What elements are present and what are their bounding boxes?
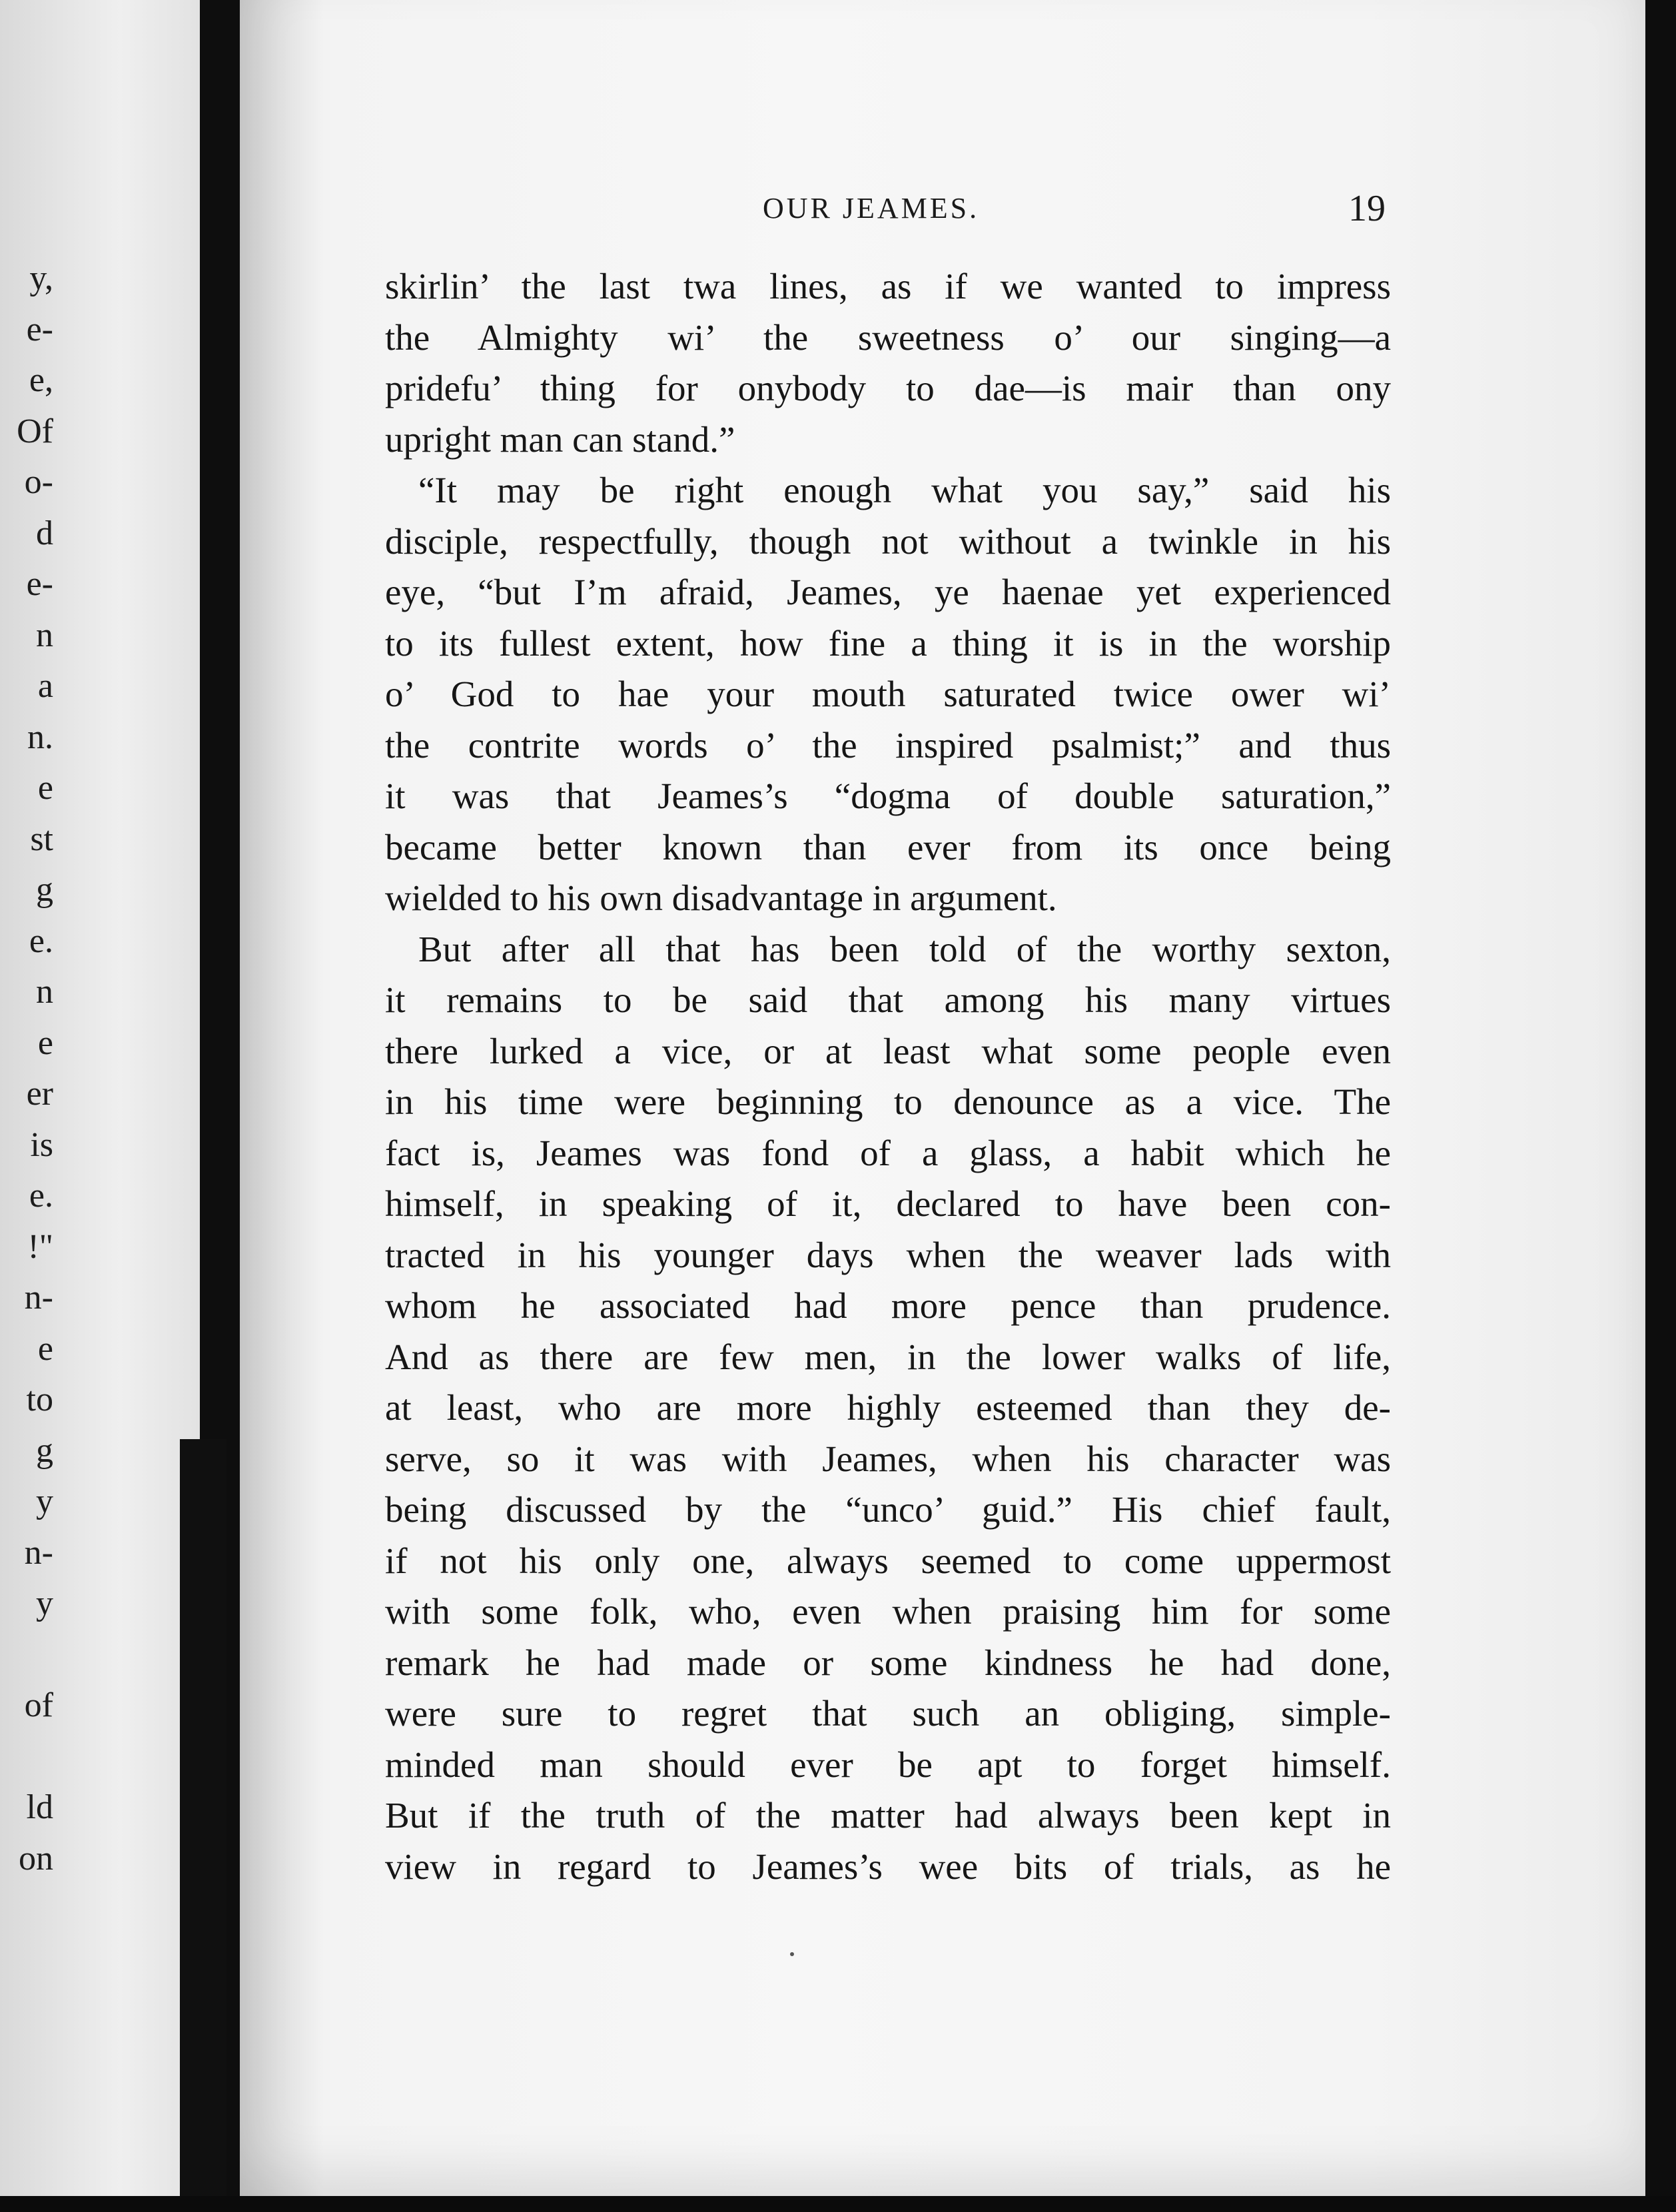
text-line: being discussed by the “unco’ guid.” His chief fault, [385,1489,1391,1530]
fragment-line: g [36,871,53,909]
text-line: remark he had made or some kindness he had done, [385,1642,1391,1683]
previous-page-edge [0,0,200,2212]
bottom-scan-border [0,2196,1676,2212]
fragment-line: a [37,667,53,705]
text-line: serve, so it was with Jeames, when his character was [385,1438,1391,1479]
text-line: at least, who are more highly esteemed than they de- [385,1387,1391,1428]
text-line: the contrite words o’ the inspired psalmist;” and thus [385,724,1391,766]
text-line: became better known than ever from its once being [385,826,1391,867]
fragment-line: er [26,1075,53,1113]
fragment-line [0,1630,53,1681]
ink-speck [790,1952,794,1956]
fragment-line: d [36,514,53,552]
text-line: to its fullest extent, how fine a thing it is in the worship [385,622,1391,664]
fragment-line: e [37,1023,53,1062]
fragment-line: n [36,616,53,654]
text-line: And as there are few men, in the lower walks of life, [385,1336,1391,1377]
text-line: the Almighty wi’ the sweetness o’ our singing—a [385,316,1391,358]
fragment-line: of [24,1686,53,1724]
text-line: with some folk, who, even when praising him for some [385,1591,1391,1632]
fragment-line: y [36,1482,53,1520]
fragment-line: g [36,1431,53,1470]
text-line: it was that Jeames’s “dogma of double saturation,” [385,776,1391,816]
fragment-line: y [36,1584,53,1622]
text-line: himself, in speaking of it, declared to have been con- [385,1183,1391,1224]
text-line: view in regard to Jeames’s wee bits of trials, as he [385,1846,1391,1887]
text-line: skirlin’ the last twa lines, as if we wanted to impress [385,266,1391,306]
fragment-line: Of [17,412,53,450]
page-number: 19 [1348,188,1386,229]
fragment-line: n- [24,1533,53,1572]
text-line: it remains to be said that among his many virtues [385,979,1391,1020]
text-line: But if the truth of the matter had always been kept in [385,1795,1391,1836]
right-scan-border [1645,0,1676,2212]
text-line: were sure to regret that such an obliging, simple- [385,1693,1391,1734]
text-line: minded man should ever be apt to forget himself. [385,1744,1391,1785]
text-line: pridefu’ thing for onybody to dae—is mair than ony [385,368,1391,408]
text-line: upright man can stand.” [385,418,735,460]
text-line: if not his only one, always seemed to come uppermost [385,1540,1391,1581]
fragment-line: n [36,973,53,1011]
fragment-line: e. [29,921,53,960]
fragment-line: is [30,1125,53,1164]
text-line: disciple, respectfully, though not without a twinkle in his [385,520,1391,562]
page-body-text [385,261,1391,1892]
fragment-line: e- [26,565,53,603]
fragment-line [0,1732,53,1783]
text-line: whom he associated had more pence than prudence. [385,1285,1391,1326]
running-head-title: OUR JEAMES. [763,192,980,225]
fragment-line: st [30,820,53,858]
text-line: eye, “but I’m afraid, Jeames, ye haenae yet experienced [385,572,1391,612]
text-line: fact is, Jeames was fond of a glass, a habit which he [385,1132,1391,1173]
gutter-shadow [180,1439,226,2212]
fragment-line: e [37,769,53,807]
paragraph-start-line: “It may be right enough what you say,” said his [418,470,1391,510]
fragment-line: o- [24,463,53,501]
text-line: o’ God to hae your mouth saturated twice ower wi’ [385,674,1391,714]
paragraph-start-line: But after all that has been told of the worthy sexton, [418,928,1391,969]
fragment-line: ld [26,1788,53,1826]
previous-page-text-fragments [0,253,53,1884]
running-head [386,185,1386,232]
fragment-line: n- [24,1279,53,1317]
fragment-line: !" [27,1227,53,1266]
text-line: tracted in his younger days when the weaver lads with [385,1234,1391,1275]
text-line: in his time were beginning to denounce as a vice. The [385,1081,1391,1122]
text-line: there lurked a vice, or at least what some people even [385,1030,1391,1071]
fragment-line: on [19,1839,53,1878]
fragment-line: to [26,1381,53,1418]
text-line: wielded to his own disadvantage in argument. [385,877,1057,918]
fragment-line: e, [29,361,53,399]
fragment-line: y, [29,259,53,297]
fragment-line: e. [29,1177,53,1215]
fragment-line: n. [27,718,53,756]
fragment-line: e- [26,310,53,348]
fragment-line: e [37,1329,53,1368]
